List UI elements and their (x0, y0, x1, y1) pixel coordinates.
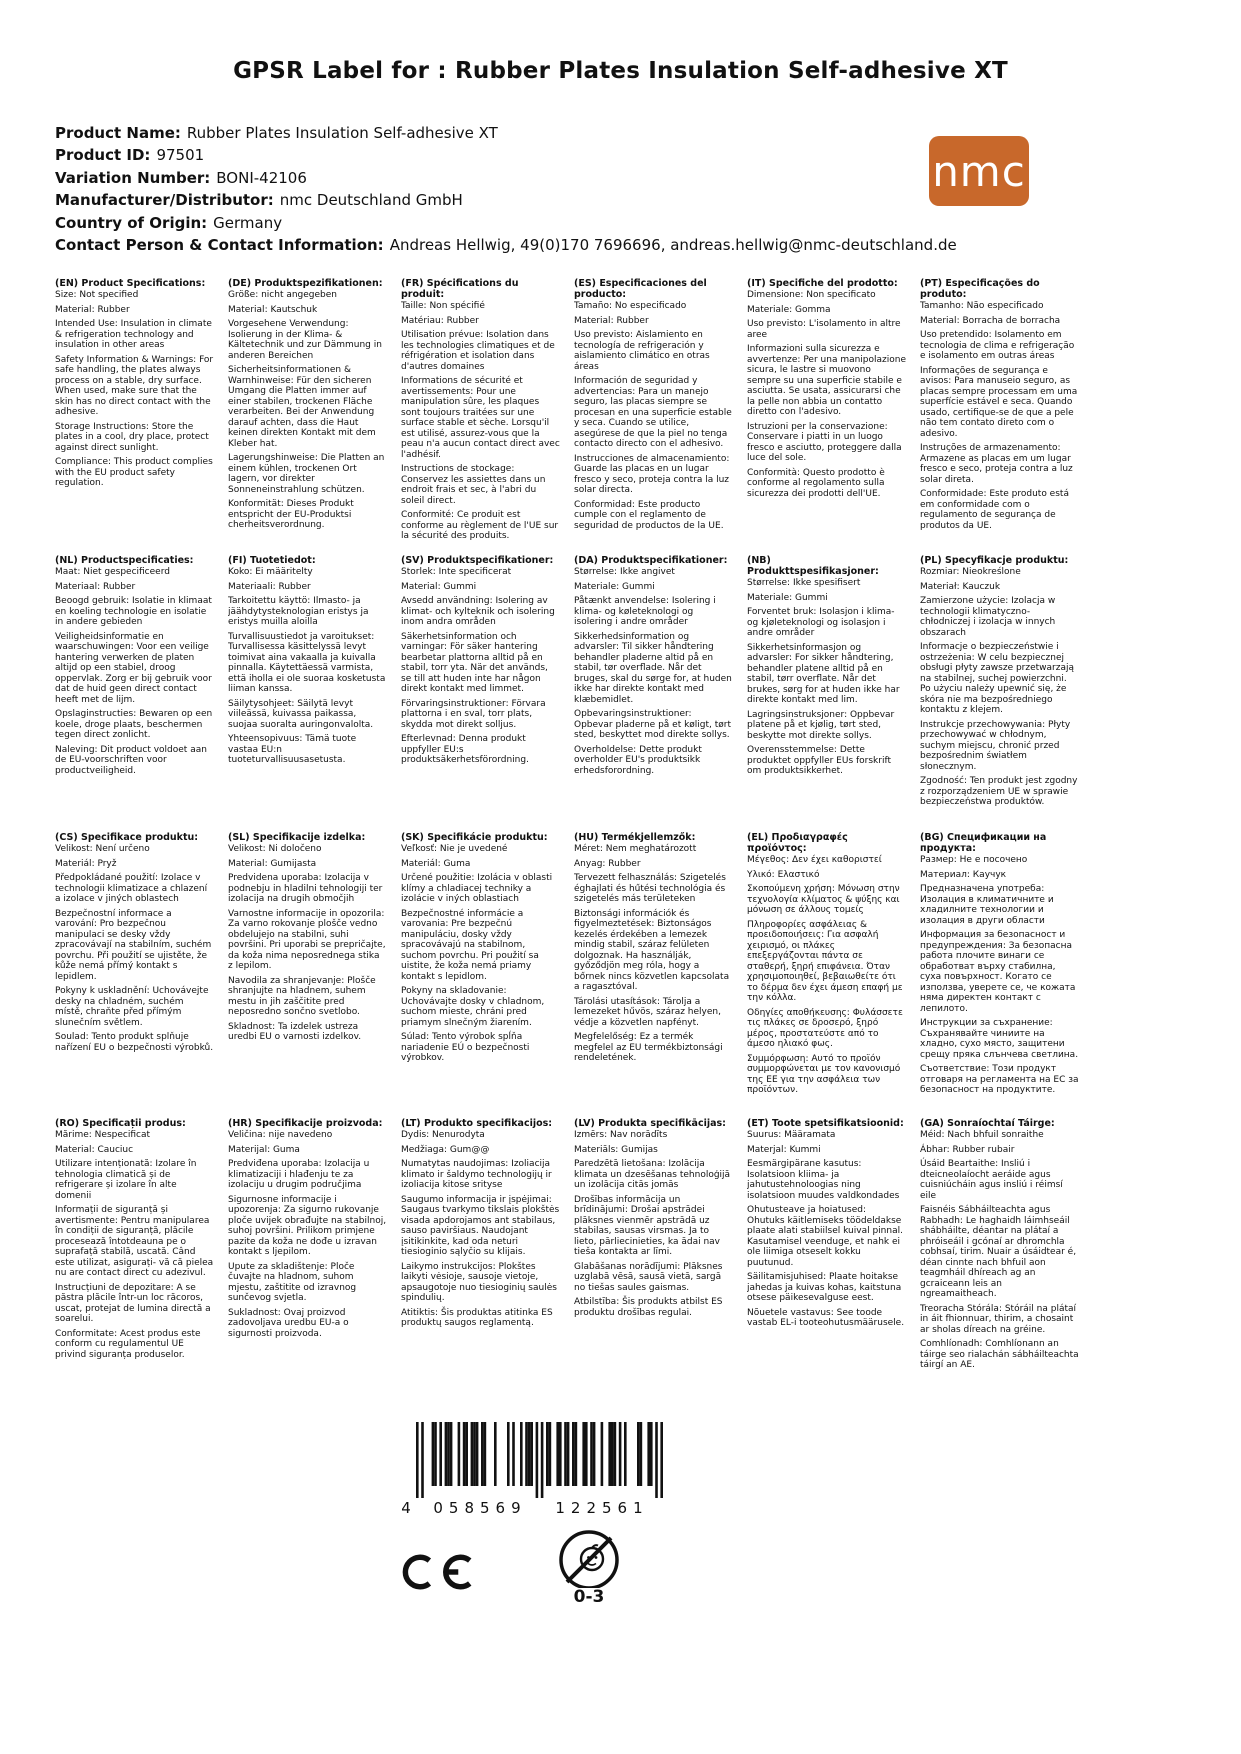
section-paragraph: Sicherheitsinformationen & Warnhinweise: Für den sicheren Umgang die Platten immer auf einer stabilen, trockenen Fläche verarbeiten. Bei der Anwendung darauf achten, dass die Haut keinen direkten Kontakt mit dem Kleber hat. (228, 365, 376, 449)
section-paragraph: Compliance: This product complies with the EU product safety regulation. (55, 457, 213, 488)
section-paragraph: Utilisation prévue: Isolation dans les technologies climatiques et de réfrigération et isolation dans d'autres domaines (401, 330, 555, 372)
section-paragraph: Overensstemmelse: Dette produktet oppfyller EUs forskrift om produktsikkerhet. (747, 745, 892, 776)
section-paragraph: Instructions de stockage: Conservez les assiettes dans un endroit frais et sec, à l'abri du soleil direct. (401, 464, 546, 506)
section-paragraph: Οδηγίες αποθήκευσης: Φυλάσσετε τις πλάκες σε δροσερό, ξηρό μέρος, προστατεύστε από το άμεσο ηλιακό φως. (747, 1007, 903, 1049)
section-paragraph: Tamanho: Não especificado (920, 301, 1044, 311)
section-paragraph: Navodila za shranjevanje: Plošče shranjujte na hladnem, suhem mestu in jih zaščitite pred neposredno sončno svetlobo. (228, 975, 376, 1017)
language-section-de (228, 278, 387, 555)
prohibition-slash (567, 1538, 611, 1582)
section-paragraph: Treoracha Stórála: Stóráil na plátaí in áit fhionnuar, thirim, a chosaint ar sholas díreach na gréine. (920, 1303, 1077, 1335)
section-paragraph: Материал: Каучук (920, 869, 1007, 880)
section-paragraph: Informacje o bezpieczeństwie i ostrzeżenia: W celu bezpiecznej obsługi płyty zawsze przetwarzają na stabilnej, suchej powierzchni. Po użyciu należy upewnić się, że skóra nie ma bezpośredniego kontaktu z klejem. (920, 642, 1075, 715)
section-heading: (DE) Produktspezifikationen: (228, 278, 383, 289)
language-sections-grid (55, 278, 1079, 1371)
section-paragraph: Размер: Не е посочено (920, 855, 1028, 865)
section-paragraph: Materiale: Gomma (747, 304, 831, 315)
section-paragraph: Upute za skladištenje: Ploče čuvajte na hladnom, suhom mjestu, zaštitite od izravnog sunčevog svjetla. (228, 1261, 357, 1303)
section-paragraph: Предназначена употреба: Изолация в климатичните и хладилните технологии и изолация в други области (920, 884, 1054, 926)
product-info-value: 97501 (156, 146, 205, 165)
language-section-sl (228, 832, 387, 1118)
nmc-logo: nmc (929, 136, 1029, 206)
product-info-value: BONI-42106 (216, 168, 307, 187)
section-paragraph: Información de seguridad y advertencias: Para un manejo seguro, las placas siempre se procesan en una superficie estable y seca. Cuando se utilice, asegúrese de que la piel no tenga contacto directo con el adhesivo. (574, 376, 732, 449)
section-paragraph: Instrukcje przechowywania: Płyty przechowywać w chłodnym, suchym miejscu, chronić przed bezpośrednim światłem słonecznym. (920, 719, 1071, 772)
section-heading: (ET) Toote spetsifikatsioonid: (747, 1118, 904, 1129)
section-paragraph: Materiaal: Rubber (55, 581, 136, 592)
section-paragraph: Zgodność: Ten produkt jest zgodny z rozporządzeniem UE w sprawie bezpieczeństwa produktów. (920, 776, 1078, 807)
barcode-digit-lead: 4 (401, 1499, 411, 1517)
section-paragraph: Materiale: Gummi (747, 592, 828, 603)
section-paragraph: Uso pretendido: Isolamento em tecnologia de clima e refrigeração e isolamento em outras áreas (920, 330, 1075, 361)
language-section-da (574, 555, 733, 832)
section-paragraph: Naleving: Dit product voldoet aan de EU-voorschriften voor productveiligheid. (55, 744, 207, 776)
section-paragraph: Uso previsto: Aislamiento en tecnología de refrigeración y aislamiento climático en otras áreas (574, 330, 710, 372)
section-paragraph: Material: Rubber (574, 315, 649, 326)
section-paragraph: Velikost: Ni določeno (228, 844, 322, 854)
section-heading: (IT) Specifiche del prodotto: (747, 278, 898, 289)
section-paragraph: Utilizare intenționată: Izolare în tehnologia climatică și de refrigerare și izolare în alte domenii (55, 1159, 197, 1201)
section-paragraph: Tarkoitettu käyttö: Ilmasto- ja jäähdytysteknologian eristys ja eristys muilla aloilla (228, 596, 369, 627)
section-heading: (GA) Sonraíochtaí Táirge: (920, 1118, 1055, 1129)
section-heading: (FR) Spécifications du produit: (401, 278, 519, 300)
section-paragraph: Størrelse: Ikke angivet (574, 567, 675, 577)
section-paragraph: Sikkerhetsinformasjon og advarsler: For sikker håndtering, behandler platene alltid på en stabil, tørr overflate. Når det brukes, sørg for at huden ikke har direkte kontakt med lim. (747, 642, 900, 705)
section-paragraph: Υλικό: Ελαστικό (747, 869, 820, 880)
section-paragraph: Materiál: Pryž (55, 858, 117, 869)
page-title: GPSR Label for : Rubber Plates Insulation Self-adhesive XT (233, 58, 1008, 84)
section-paragraph: Varnostne informacije in opozorila: Za varno rokovanje plošče vedno obdelujejo na stabilni, suhi površini. Pri uporabi se prepričajte, da koža nima neposrednega stika z lepilom. (228, 908, 386, 971)
section-paragraph: Инструкции за съхранение: Съхранявайте чиниите на хладно, сухо място, защитени срещу пряка слънчева светлина. (920, 1018, 1079, 1060)
product-info-value: Andreas Hellwig, 49(0)170 7696696, andreas.hellwig@nmc-deutschland.de (389, 236, 957, 255)
section-heading: (HU) Termékjellemzők: (574, 832, 696, 843)
language-section-hr (228, 1118, 387, 1371)
section-paragraph: Säilytysohjeet: Säilytä levyt viileässä, kuivassa paikassa, suojaa suoralta auringonvalolta. (228, 698, 374, 730)
section-heading: (EL) Προδιαγραφές προϊόντος: (747, 832, 848, 854)
section-paragraph: Material: Rubber (55, 304, 130, 315)
section-paragraph: Avsedd användning: Isolering av klimat- och kylteknik och isolering inom andra områden (401, 596, 555, 627)
section-paragraph: Veiligheidsinformatie en waarschuwingen: Voor een veilige hantering verwerken de platen altijd op een stabiel, droog oppervlak. Zorg er bij gebruik voor dat de huid geen direct contact heeft met de lijm. (55, 631, 212, 705)
section-paragraph: Storage Instructions: Store the plates in a cool, dry place, protect against direct sunlight. (55, 421, 209, 453)
section-paragraph: Conformidade: Este produto está em conformidade com o regulamento de segurança de produtos da UE. (920, 489, 1069, 531)
barcode-digits-left: 058569 (433, 1499, 527, 1517)
section-paragraph: Mărime: Nespecificat (55, 1130, 150, 1140)
section-paragraph: Sikkerhedsinformation og advarsler: Til sikker håndtering behandler pladerne altid på en stabil, tør overflade. Når det bruges, skal du sørge for, at huden ikke har direkte kontakt med klæbemidlet. (574, 631, 732, 705)
language-section-ga (920, 1118, 1079, 1371)
section-heading: (FI) Tuotetiedot: (228, 555, 316, 566)
section-paragraph: Comhlíonadh: Comhlíonann an táirge seo rialachán sábháilteachta táirgí an AE. (920, 1339, 1079, 1370)
section-paragraph: Lagerungshinweise: Die Platten an einem kühlen, trockenen Ort lagern, vor direkter Sonneneinstrahlung schützen. (228, 453, 385, 495)
language-section-hu (574, 832, 733, 1118)
section-paragraph: Påtænkt anvendelse: Isolering i klima- og køleteknologi og isolering i andre områder (574, 596, 716, 627)
product-info-row (55, 234, 957, 256)
section-heading: (LT) Produkto specifikacijos: (401, 1118, 553, 1129)
section-paragraph: Materijal: Guma (228, 1144, 300, 1155)
section-heading: (EN) Product Specifications: (55, 278, 206, 289)
section-paragraph: Opbevaringsinstruktioner: Opbevar pladerne på et køligt, tørt sted, beskyttet mod direkte sollys. (574, 709, 732, 740)
language-section-bg (920, 832, 1079, 1118)
section-paragraph: Nõuetele vastavus: See toode vastab EL-i tooteohutusmäärusele. (747, 1307, 905, 1328)
section-paragraph: Pokyny na skladovanie: Uchovávajte dosky v chladnom, suchom mieste, chráni pred priamym slnečným žiarením. (401, 986, 545, 1028)
section-paragraph: Veľkosť: Nie je uvedené (401, 844, 508, 854)
section-paragraph: Opslaginstructies: Bewaren op een koele, droge plaats, beschermen tegen direct zonlicht. (55, 709, 213, 740)
section-paragraph: Materiale: Gummi (574, 581, 655, 592)
section-paragraph: Συμμόρφωση: Αυτό το προϊόν συμμορφώνεται με τον κανονισμό της ΕΕ για την ασφάλεια των προϊόντων. (747, 1053, 901, 1095)
section-paragraph: Информация за безопасност и предупреждения: За безопасна работа плочите винаги се обработват върху стабилна, суха повърхност. Когато се използва, уверете се, че кожата няма директен контакт с лепилото. (920, 930, 1076, 1014)
section-paragraph: Předpokládané použití: Izolace v technologii klimatizace a chlazení a izolace v jiných oblastech (55, 873, 208, 904)
section-paragraph: Størrelse: Ikke spesifisert (747, 578, 861, 588)
language-section-en (55, 278, 214, 555)
language-section-it (747, 278, 906, 555)
section-paragraph: Beoogd gebruik: Isolatie in klimaat en koeling technologie en isolatie in andere gebieden (55, 596, 212, 627)
section-paragraph: Predviđena uporaba: Izolacija u klimatizaciji i hlađenju te za izolaciju u drugim područjima (228, 1159, 370, 1190)
age-warning-label: 0-3 (573, 1587, 605, 1607)
section-paragraph: Informations de sécurité et avertissements: Pour une manipulation sûre, les plaques sont toujours traitées sur une surface stable et sèche. Lorsqu'il est utilisé, assurez-vous que la peau n'a aucun contact direct avec l'adhésif. (401, 376, 560, 460)
section-paragraph: Numatytas naudojimas: Izoliacija klimato ir šaldymo technologijų ir izoliacija kitose srityse (401, 1159, 552, 1190)
section-paragraph: Σκοπούμενη χρήση: Μόνωση στην τεχνολογία κλίματος & ψύξης και μόνωση σε άλλους τομείς (747, 884, 900, 915)
section-paragraph: Materiál: Guma (401, 858, 471, 869)
section-paragraph: Größe: nicht angegeben (228, 290, 338, 300)
section-paragraph: Overholdelse: Dette produkt overholder EU's produktsikk erhedsforordning. (574, 744, 702, 776)
section-paragraph: Conformidad: Este producto cumple con el reglamento de seguridad de productos de la UE. (574, 499, 724, 531)
section-heading: (ES) Especificaciones del producto: (574, 278, 707, 300)
section-heading: (NL) Productspecificaties: (55, 555, 194, 566)
section-paragraph: Conformité: Ce produit est conforme au règlement de l'UE sur la sécurité des produits. (401, 510, 559, 541)
product-info-row (55, 212, 957, 234)
section-paragraph: Eesmärgipärane kasutus: Isolatsioon kliima- ja jahutustehnoloogias ning isolatsioon muudes valdkondades (747, 1159, 900, 1201)
section-paragraph: Förvaringsinstruktioner: Förvara plattorna i en sval, torr plats, skydda mot direkt solljus. (401, 698, 546, 730)
section-heading: (PL) Specyfikacje produktu: (920, 555, 1069, 566)
section-paragraph: Materiāls: Gumijas (574, 1144, 658, 1155)
section-paragraph: Informații de siguranță și avertismente: Pentru manipularea în condiții de siguranță, plăcile procesează întotdeauna pe o suprafață stabilă, uscată. Când este utilizat, asigurați- vă că pielea nu are contact direct cu adezivul. (55, 1205, 214, 1278)
section-paragraph: Material: Cauciuc (55, 1144, 134, 1155)
section-paragraph: Forventet bruk: Isolasjon i klima- og kjøleteknologi og isolasjon i andre områder (747, 607, 895, 638)
language-section-et (747, 1118, 906, 1371)
section-heading: (SL) Specifikacije izdelka: (228, 832, 366, 843)
section-paragraph: Size: Not specified (55, 290, 139, 300)
section-paragraph: Dydis: Nenurodyta (401, 1130, 485, 1140)
section-paragraph: Atbilstība: Šis produkts atbilst ES produktu drošības regulai. (574, 1297, 723, 1318)
section-paragraph: Intended Use: Insulation in climate & refrigeration technology and insulation in other areas (55, 319, 212, 350)
section-paragraph: Pokyny k uskladnění: Uchovávejte desky na chladném, suchém místě, chraňte před přímým slunečním světlem. (55, 986, 209, 1028)
section-paragraph: Saugumo informacija ir įspėjimai: Saugaus tvarkymo tikslais plokštės visada apdorojamos ant stabilaus, sauso paviršiaus. Naudojant įsitikinkite, kad oda neturi tiesioginio sąlyčio su klijais. (401, 1194, 560, 1257)
product-info-label: Contact Person & Contact Information: (55, 236, 384, 255)
section-paragraph: Istruzioni per la conservazione: Conservare i piatti in un luogo fresco e asciutto, proteggere dalla luce del sole. (747, 421, 902, 463)
section-paragraph: Megfelelőség: Ez a termék megfelel az EU termékbiztonsági rendeletének. (574, 1032, 723, 1063)
section-heading: (CS) Specifikace produktu: (55, 832, 199, 843)
section-paragraph: Sigurnosne informacije i upozorenja: Za sigurno rukovanje ploče uvijek obrađujte na stabilnoj, suhoj površini. Prilikom primjene pazite da koža ne dođe u izravan kontakt s ljepilom. (228, 1194, 387, 1257)
section-heading: (RO) Specificații produs: (55, 1118, 186, 1129)
section-paragraph: Koko: Ei määritelty (228, 567, 313, 577)
section-paragraph: Vorgesehene Verwendung: Isolierung in der Klima- & Kältetechnik und zur Dämmung in anderen Bereichen (228, 319, 382, 361)
section-paragraph: Tamaño: No especificado (574, 301, 687, 311)
section-paragraph: Izmērs: Nav norādīts (574, 1130, 668, 1140)
product-info-row (55, 167, 957, 189)
language-section-pt (920, 278, 1079, 555)
product-info-value: Rubber Plates Insulation Self-adhesive XT (186, 124, 498, 142)
section-paragraph: Velikost: Není určeno (55, 844, 150, 854)
section-heading: (HR) Specifikacije proizvoda: (228, 1118, 383, 1129)
product-info-label: Product ID: (55, 146, 151, 165)
section-paragraph: Atitiktis: Šis produktas atitinka ES produktų saugos reglamentą. (401, 1307, 553, 1328)
section-paragraph: Méret: Nem meghatározott (574, 844, 697, 854)
section-paragraph: Bezpečnostní informace a varování: Pro bezpečnou manipulaci se desky vždy zpracovávají na stabilním, suchém povrchu. Při použití se ujistěte, že kůže nemá přímý kontakt s lepidlem. (55, 908, 212, 982)
product-info-label: Product Name: (55, 124, 181, 142)
section-paragraph: Skladnost: Ta izdelek ustreza uredbi EU o varnosti izdelkov. (228, 1021, 362, 1042)
section-paragraph: Veličina: nije navedeno (228, 1130, 333, 1140)
language-section-fr (401, 278, 560, 555)
section-paragraph: Instrucțiuni de depozitare: A se păstra plăcile într-un loc răcoros, uscat, protejat de lumina directă a soarelui. (55, 1282, 211, 1324)
section-paragraph: Turvallisuustiedot ja varoitukset: Turvallisessa käsittelyssä levyt toimivat aina vakaalla ja kuivalla pinnalla. Käytettäessä varmista, että iholla ei ole suoraa kosketusta liiman kanssa. (228, 631, 386, 694)
language-section-nb (747, 555, 906, 832)
section-heading: (PT) Especificações do produto: (920, 278, 1040, 300)
section-paragraph: Efterlevnad: Denna produkt uppfyller EU:s produktsäkerhetsförordning. (401, 734, 529, 765)
section-paragraph: Material: Gumijasta (228, 858, 317, 869)
language-section-lt (401, 1118, 560, 1371)
section-paragraph: Anyag: Rubber (574, 858, 641, 869)
section-paragraph: Conformitate: Acest produs este conform cu regulamentul UE privind siguranța produselor. (55, 1328, 201, 1360)
section-paragraph: Úsáid Beartaithe: Insliú i dteicneolaíocht aeráide agus cuisniúcháin agus insliú i réimsí eile (920, 1159, 1063, 1201)
section-paragraph: Μέγεθος: Δεν έχει καθοριστεί (747, 855, 882, 865)
product-info-value: Germany (213, 213, 283, 232)
section-paragraph: Materiaali: Rubber (228, 581, 311, 592)
section-paragraph: Méid: Nach bhfuil sonraithe (920, 1130, 1044, 1140)
section-paragraph: Yhteensopivuus: Tämä tuote vastaa EU:n tuoteturvallisuusasetusta. (228, 734, 357, 765)
section-paragraph: Instruções de armazenamento: Armazene as placas em um lugar fresco e seco, proteja contra a luz solar direta. (920, 443, 1073, 485)
section-paragraph: Rozmiar: Nieokreślone (920, 567, 1021, 577)
section-paragraph: Medžiaga: Gum@@ (401, 1144, 490, 1155)
product-info-label: Variation Number: (55, 168, 211, 187)
barcode-digits-right: 122561 (555, 1499, 649, 1517)
section-paragraph: Súlad: Tento výrobok spĺňa nariadenie EÚ o bezpečnosti výrobkov. (401, 1032, 530, 1063)
product-info-value: nmc Deutschland GmbH (279, 191, 463, 210)
age-warning-icon (556, 1524, 626, 1622)
section-paragraph: Informazioni sulla sicurezza e avvertenze: Per una manipolazione sicura, le lastre si muovono sempre su una superficie stabile e asciutta. Se usata, assicurarsi che la pelle non abbia un contatto diretto con l'adesivo. (747, 344, 906, 417)
language-section-nl (55, 555, 214, 832)
product-info-label: Manufacturer/Distributor: (55, 191, 274, 210)
section-paragraph: Sukladnost: Ovaj proizvod zadovoljava uredbu EU-a o sigurnosti proizvoda. (228, 1307, 349, 1339)
section-paragraph: Taille: Non spécifié (401, 301, 485, 311)
ean13-barcode (400, 1422, 670, 1522)
language-section-fi (228, 555, 387, 832)
section-paragraph: Safety Information & Warnings: For safe handling, the plates always process on a stable, dry surface. When used, make sure that the skin has no direct contact with the adhesive. (55, 354, 214, 417)
product-info-row (55, 144, 957, 166)
section-paragraph: Faisnéis Sábháilteachta agus Rabhadh: Le haghaidh láimhseáil shábháilte, déantar na plátaí a phróiseáil i gcónaí ar dhromchla cobhsaí, tirim. Nuair a úsáidtear é, déan cinnte nach bhfuil aon teagmháil dhíreach ag an gcraiceann leis an ngreamaitheach. (920, 1205, 1077, 1299)
section-paragraph: Paredzētā lietošana: Izolācija klimata un dzesēšanas tehnoloģijā un izolācija citās jomās (574, 1159, 731, 1190)
section-paragraph: Material: Borracha de borracha (920, 315, 1061, 326)
section-paragraph: Dimensione: Non specificato (747, 290, 876, 300)
section-paragraph: Säkerhetsinformation och varningar: För säker hantering bearbetar plattorna alltid på en stabil, torr yta. När det används, se till att huden inte har någon direkt kontakt med limmet. (401, 631, 548, 694)
section-heading: (SK) Špecifikácie produktu: (401, 832, 548, 843)
section-paragraph: Konformität: Dieses Produkt entspricht der EU-Produktsi cherheitsverordnung. (228, 499, 354, 530)
section-heading: (BG) Спецификации на продукта: (920, 832, 1047, 854)
section-paragraph: Material: Gummi (401, 581, 477, 592)
section-heading: (DA) Produktspecifikationer: (574, 555, 728, 566)
section-paragraph: Säilitamisjuhised: Plaate hoitakse jahedas ja kuivas kohas, kaitstuna otsese päikesevalguse eest. (747, 1272, 902, 1303)
section-paragraph: Zamierzone użycie: Izolacja w technologii klimatyczno- chłodniczej i izolacja w innych obszarach (920, 596, 1056, 638)
section-paragraph: Conformità: Questo prodotto è conforme al regolamento sulla sicurezza dei prodotti dell'UE. (747, 467, 885, 499)
language-section-ro (55, 1118, 214, 1371)
section-paragraph: Určené použitie: Izolácia v oblasti klímy a chladiacej techniky a izolácie v iných oblastiach (401, 873, 553, 904)
section-paragraph: Storlek: Inte specificerat (401, 567, 512, 577)
section-paragraph: Drošības informācija un brīdinājumi: Drošai apstrādei plāksnes vienmēr apstrādā uz stabilas, sausas virsmas. Ja to lieto, pārliecinieties, ka ādai nav tieša kontakta ar līmi. (574, 1194, 721, 1257)
section-heading: (NB) Produkttspesifikasjoner: (747, 555, 879, 577)
section-paragraph: Materjal: Kummi (747, 1144, 821, 1155)
section-paragraph: Ábhar: Rubber rubair (920, 1144, 1015, 1155)
section-paragraph: Tervezett felhasználás: Szigetelés éghajlati és hűtési technológia és szigetelés más területeken (574, 873, 726, 904)
section-heading: (LV) Produkta specifikācijas: (574, 1118, 726, 1129)
language-section-lv (574, 1118, 733, 1371)
section-paragraph: Tárolási utasítások: Tárolja a lemezeket hűvös, száraz helyen, védje a közvetlen napfényt. (574, 996, 721, 1028)
section-paragraph: Matériau: Rubber (401, 315, 479, 326)
section-paragraph: Uso previsto: L'isolamento in altre aree (747, 319, 901, 340)
product-info-row (55, 122, 957, 144)
section-paragraph: Predvidena uporaba: Izolacija v podnebju in hladilni tehnologiji ter izolacija na drugih območjih (228, 873, 383, 904)
section-paragraph: Съответствие: Този продукт отговаря на регламента на ЕС за безопасност на продуктите. (920, 1064, 1079, 1095)
section-paragraph: Πληροφορίες ασφάλειας & προειδοποιήσεις: Για ασφαλή χειρισμό, οι πλάκες επεξεργάζονται πάντα σε σταθερή, ξηρή επιφάνεια. Όταν χρησιμοποιηθεί, βεβαιωθείτε ότι το δέρμα δεν έχει άμεση επαφή με την κόλλα. (747, 919, 903, 1003)
language-section-el (747, 832, 906, 1118)
section-paragraph: Soulad: Tento produkt splňuje nařízení EU o bezpečnosti výrobků. (55, 1032, 214, 1053)
language-section-sv (401, 555, 560, 832)
section-paragraph: Biztonsági információk és figyelmeztetések: Biztonságos kezelés érdekében a lemezek mindig stabil, száraz felületen dolgoznak. Ha használják, győződjön meg róla, hogy a bőrnek nincs közvetlen kapcsolata a ragasztóval. (574, 908, 730, 992)
section-paragraph: Ohutusteave ja hoiatused: Ohutuks käitlemiseks töödeldakse plaate alati stabiilsel kuival pinnal. Kasutamisel veenduge, et nahk ei ole liimiga otseselt kokku puutunud. (747, 1205, 903, 1268)
ce-mark-icon (401, 1543, 473, 1605)
section-paragraph: Material: Kautschuk (228, 304, 318, 315)
section-paragraph: Laikymo instrukcijos: Plokštes laikyti vėsioje, sausoje vietoje, apsaugotoje nuo tiesioginių saulės spindulių. (401, 1261, 557, 1303)
product-info (55, 122, 957, 256)
section-heading: (SV) Produktspecifikationer: (401, 555, 554, 566)
section-paragraph: Materiał: Kauczuk (920, 581, 1001, 592)
section-paragraph: Glabāšanas norādījumi: Plāksnes uzglabā vēsā, sausā vietā, sargā no tiešas saules gaismas. (574, 1261, 723, 1293)
product-info-row (55, 189, 957, 211)
section-paragraph: Bezpečnostné informácie a varovania: Pre bezpečnú manipuláciu, dosky vždy spracovávajú na stabilnom, suchom povrchu. Pri použití sa uistite, že koža nemá priamy kontakt s lepidlom. (401, 908, 539, 982)
section-paragraph: Informações de segurança e avisos: Para manuseio seguro, as placas sempre processam em uma superfície estável e seca. Quando usado, certifique-se de que a pele não tem contato direto com o adesivo. (920, 365, 1078, 439)
section-paragraph: Maat: Niet gespecificeerd (55, 567, 170, 577)
section-paragraph: Instrucciones de almacenamiento: Guarde las placas en un lugar fresco y seco, proteja contra la luz solar directa. (574, 453, 730, 495)
language-section-pl (920, 555, 1079, 832)
language-section-sk (401, 832, 560, 1118)
language-section-es (574, 278, 733, 555)
barcode-bars (400, 1422, 670, 1518)
language-section-cs (55, 832, 214, 1118)
section-paragraph: Lagringsinstruksjoner: Oppbevar platene på et kjølig, tørt sted, beskytte mot direkte sollys. (747, 709, 895, 741)
product-info-label: Country of Origin: (55, 213, 208, 232)
section-paragraph: Suurus: Määramata (747, 1130, 836, 1140)
